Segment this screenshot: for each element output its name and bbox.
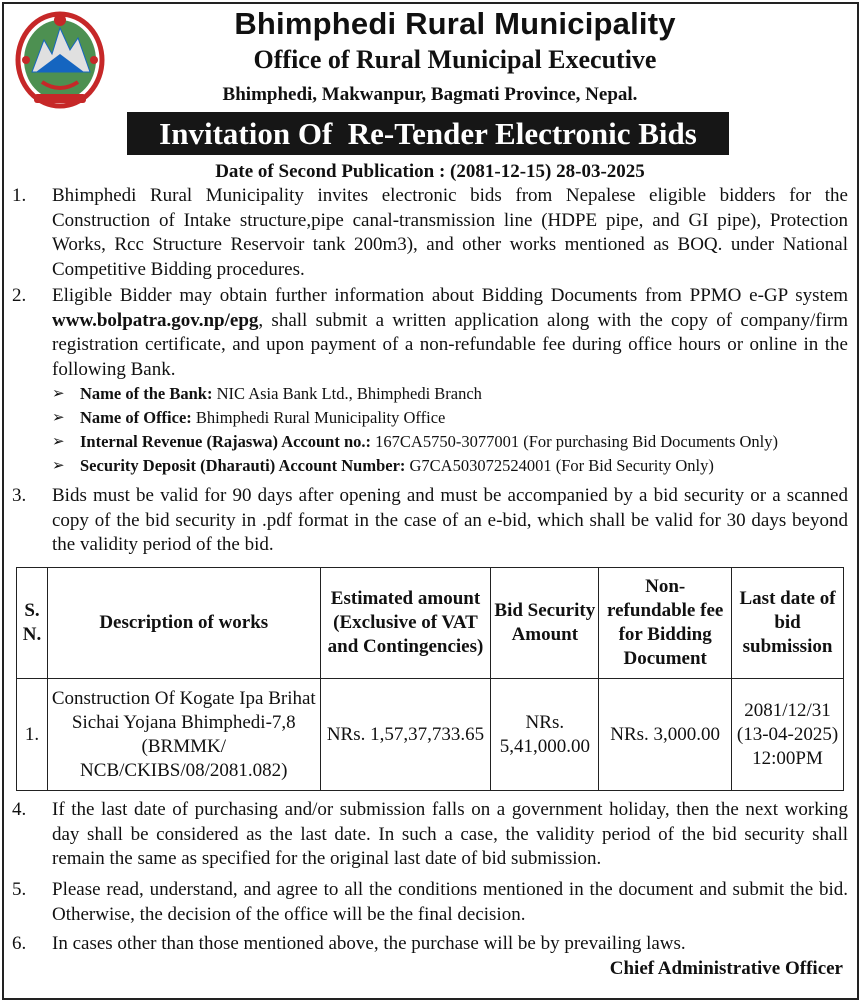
header-last-date: Last date of bid submission <box>732 568 844 679</box>
bank-details-list <box>52 382 852 478</box>
bolpatra-website-link[interactable]: www.bolpatra.gov.np/epg <box>52 309 259 331</box>
office-name: Office of Rural Municipal Executive <box>253 45 657 74</box>
bank-detail-label: Name of the Bank: <box>80 384 213 403</box>
notice-banner: Invitation Of Re-Tender Electronic Bids <box>127 112 729 155</box>
signature: Chief Administrative Officer <box>609 958 843 979</box>
bank-detail-label: Internal Revenue (Rajaswa) Account no.: <box>80 432 372 451</box>
header-sn: S. N. <box>17 568 48 679</box>
bank-detail-item <box>52 382 852 406</box>
clause-text-part: , shall submit a written application along with the copy of company/firm registration certificate, and upon payment of a non-refundable fee during office hours or online in the following Bank. <box>52 309 848 380</box>
bank-detail-item <box>52 454 852 478</box>
cell-bid-security: NRs. 5,41,000.00 <box>491 679 599 791</box>
clause-text: In cases other than those mentioned above, the purchase will be by prevailing laws. <box>52 933 686 954</box>
bank-detail-value: Bhimphedi Rural Municipality Office <box>191 408 446 427</box>
cell-description: Construction Of Kogate Ipa Brihat Sichai Yojana Bhimphedi-7,8 (BRMMK/ NCB/CKIBS/08/2081.082) <box>47 679 320 791</box>
clause-text <box>52 284 848 382</box>
address: Bhimphedi, Makwanpur, Bagmati Province, Nepal. <box>222 84 638 105</box>
header-description: Description of works <box>47 568 320 679</box>
clause-number: 4. <box>12 799 27 820</box>
bank-detail-label: Security Deposit (Dharauti) Account Number: <box>80 456 406 475</box>
works-table <box>16 567 844 791</box>
bank-detail-value: NIC Asia Bank Ltd., Bhimphedi Branch <box>212 384 482 403</box>
arrow-bullet-icon: ➢ <box>52 458 65 474</box>
bank-detail-item <box>52 430 852 454</box>
clause-text: Bids must be valid for 90 days after opening and must be accompanied by a bid security or a scanned copy of the bid security in .pdf format in the case of an e-bid, which shall be valid for 30 days beyond the validity period of the bid. <box>52 485 848 555</box>
nepal-emblem-icon <box>14 10 106 110</box>
clause-number: 2. <box>12 285 27 306</box>
municipality-title: Bhimphedi Rural Municipality <box>234 6 676 41</box>
arrow-bullet-icon: ➢ <box>52 410 65 426</box>
bank-detail-item <box>52 406 852 430</box>
bank-detail-value: G7CA503072524001 (For Bid Security Only) <box>405 456 714 475</box>
clause-text: Please read, understand, and agree to all the conditions mentioned in the document and submit the bid. Otherwise, the decision of the office will be the final decision. <box>52 879 848 925</box>
header-bid-security: Bid Security Amount <box>491 568 599 679</box>
clause-text-part: Eligible Bidder may obtain further information about Bidding Documents from PPMO e-GP system <box>52 285 848 306</box>
clause-number: 3. <box>12 485 27 506</box>
table-header-row <box>17 568 844 679</box>
cell-last-date: 2081/12/31 (13-04-2025) 12:00PM <box>732 679 844 791</box>
clause-text: Bhimphedi Rural Municipality invites electronic bids from Nepalese eligible bidders for the Construction of Intake structure,pipe canal-transmission line (HDPE pipe, and GI pipe), Protection Works, Rcc Structure Reservoir tank 200m3), and other works mentioned as BOQ. under National Competitive Bidding procedures. <box>52 185 848 280</box>
header-fee: Non-refundable fee for Bidding Document <box>599 568 732 679</box>
header-estimated-amount: Estimated amount (Exclusive of VAT and Contingencies) <box>320 568 491 679</box>
clause-number: 5. <box>12 879 27 900</box>
arrow-bullet-icon: ➢ <box>52 386 65 402</box>
publication-date: Date of Second Publication : (2081-12-15) 28-03-2025 <box>215 161 645 182</box>
cell-fee: NRs. 3,000.00 <box>599 679 732 791</box>
cell-sn: 1. <box>17 679 48 791</box>
clause-number: 6. <box>12 933 27 954</box>
cell-estimated-amount: NRs. 1,57,37,733.65 <box>320 679 491 791</box>
clause-text: If the last date of purchasing and/or submission falls on a government holiday, then the next working day shall be considered as the last date. In such a case, the validity period of the bid security shall remain the same as specified for the original last date of bid submission. <box>52 799 848 869</box>
bank-detail-value: 167CA5750-3077001 (For purchasing Bid Documents Only) <box>371 432 778 451</box>
clause-number: 1. <box>12 185 27 206</box>
bank-detail-label: Name of Office: <box>80 408 192 427</box>
arrow-bullet-icon: ➢ <box>52 434 65 450</box>
table-row <box>17 679 844 791</box>
